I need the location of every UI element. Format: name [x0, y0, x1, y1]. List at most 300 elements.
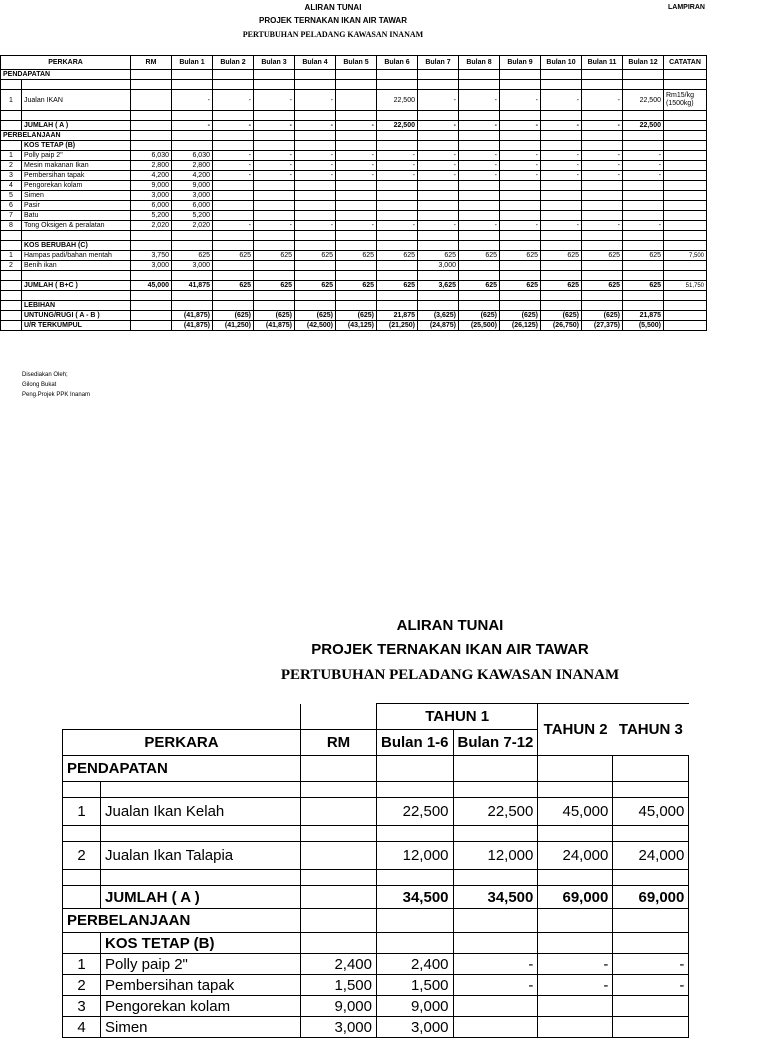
cell	[623, 131, 664, 141]
value-cell	[500, 191, 541, 201]
cell	[295, 241, 336, 251]
cell	[336, 231, 377, 241]
value-cell	[377, 191, 418, 201]
row-number: 1	[1, 151, 22, 161]
cell	[500, 241, 541, 251]
cell	[295, 111, 336, 121]
cell	[500, 301, 541, 311]
cell	[22, 111, 131, 121]
row-number: 1	[1, 90, 22, 111]
cell	[172, 141, 213, 151]
value-cell	[336, 201, 377, 211]
value-cell: -	[500, 221, 541, 231]
cell	[582, 111, 623, 121]
cell	[295, 70, 336, 80]
total-row	[1, 121, 707, 131]
cell	[541, 141, 582, 151]
note-cell: 51,750	[664, 281, 707, 291]
value-cell: -	[541, 161, 582, 171]
value-cell	[213, 211, 254, 221]
header-cell: Bulan 5	[336, 56, 377, 70]
value-cell: (24,875)	[418, 321, 459, 331]
cell	[582, 291, 623, 301]
value-cell	[582, 191, 623, 201]
header-bulan-7-12: Bulan 7-12	[453, 730, 538, 756]
cell	[377, 80, 418, 90]
cell	[172, 131, 213, 141]
cell	[213, 241, 254, 251]
table-row	[1, 181, 707, 191]
cell	[623, 271, 664, 281]
cell	[336, 80, 377, 90]
value-cell	[541, 261, 582, 271]
header-tahun-2: TAHUN 2	[538, 704, 613, 756]
cell	[500, 231, 541, 241]
cell	[459, 131, 500, 141]
value-cell	[131, 90, 172, 111]
cell	[664, 111, 707, 121]
value-cell: 5,200	[172, 211, 213, 221]
cell	[664, 161, 707, 171]
header-cell: CATATAN	[664, 56, 707, 70]
value-cell	[418, 211, 459, 221]
value-cell: (41,875)	[172, 321, 213, 331]
value-cell: 6,030	[131, 151, 172, 161]
cell	[582, 301, 623, 311]
cell	[131, 80, 172, 90]
cell	[664, 321, 707, 331]
value-cell: 3,750	[131, 251, 172, 261]
blank-row	[1, 271, 707, 281]
header-cell: Bulan 1	[172, 56, 213, 70]
cell	[582, 131, 623, 141]
cell	[254, 80, 295, 90]
value-cell: -	[418, 171, 459, 181]
cell	[336, 141, 377, 151]
row-number: 6	[1, 201, 22, 211]
cell	[459, 241, 500, 251]
row-label: Polly paip 2"	[22, 151, 131, 161]
header-bulan-1-6: Bulan 1-6	[377, 730, 454, 756]
value-cell	[377, 261, 418, 271]
cell	[664, 311, 707, 321]
cell	[336, 70, 377, 80]
cell	[541, 271, 582, 281]
value-cell	[336, 261, 377, 271]
row-label: Benih ikan	[22, 261, 131, 271]
cell	[131, 141, 172, 151]
cell	[336, 241, 377, 251]
value-cell	[254, 201, 295, 211]
cell	[377, 111, 418, 121]
value-cell: 3,000	[418, 261, 459, 271]
cell	[1, 301, 22, 311]
value-cell: 625	[336, 251, 377, 261]
header-cell: Bulan 8	[459, 56, 500, 70]
cell	[254, 291, 295, 301]
table-row	[1, 191, 707, 201]
value-cell: -	[418, 121, 459, 131]
value-cell	[623, 181, 664, 191]
value-cell: -	[541, 121, 582, 131]
cell	[418, 80, 459, 90]
cell	[582, 231, 623, 241]
value-cell: 625	[254, 251, 295, 261]
header-cell: Bulan 7	[418, 56, 459, 70]
cell	[582, 80, 623, 90]
value-cell: -	[459, 151, 500, 161]
cell	[541, 231, 582, 241]
value-cell	[213, 181, 254, 191]
section-pendapatan: PENDAPATAN	[63, 756, 301, 782]
cell	[172, 111, 213, 121]
value-cell: 2,800	[172, 161, 213, 171]
cell	[500, 291, 541, 301]
header-cell: Bulan 2	[213, 56, 254, 70]
preparer-name: Gilong Bukat	[22, 382, 57, 388]
value-cell: -	[582, 121, 623, 131]
cell	[1, 321, 22, 331]
cell	[295, 291, 336, 301]
value-cell	[459, 201, 500, 211]
cell	[459, 111, 500, 121]
cell	[664, 141, 707, 151]
cell	[541, 241, 582, 251]
value-cell: (27,375)	[582, 321, 623, 331]
table-row	[1, 171, 707, 181]
cell	[254, 231, 295, 241]
value-cell: -	[254, 90, 295, 111]
value-cell: 625	[172, 251, 213, 261]
section-perbelanjaan: PERBELANJAAN	[63, 909, 301, 933]
cell	[1, 111, 22, 121]
value-cell: -	[623, 171, 664, 181]
cell	[377, 291, 418, 301]
value-cell	[582, 261, 623, 271]
value-cell: -	[254, 151, 295, 161]
value-cell	[582, 201, 623, 211]
header-cell: Bulan 3	[254, 56, 295, 70]
section-row	[1, 301, 707, 311]
value-cell: 6,000	[131, 201, 172, 211]
row-label: Pengorekan kolam	[22, 181, 131, 191]
cell	[459, 291, 500, 301]
value-cell: -	[254, 161, 295, 171]
value-cell: -	[582, 151, 623, 161]
cell	[172, 231, 213, 241]
note-cell: Rm15/kg (1500kg)	[664, 90, 707, 111]
value-cell: 2,020	[131, 221, 172, 231]
cell	[664, 241, 707, 251]
section-kos-tetap: KOS TETAP (B)	[22, 141, 131, 151]
cell	[377, 70, 418, 80]
cell	[336, 301, 377, 311]
cell	[418, 131, 459, 141]
cell	[22, 291, 131, 301]
value-cell: (41,250)	[213, 321, 254, 331]
value-cell: -	[623, 161, 664, 171]
cell	[541, 291, 582, 301]
cell	[336, 291, 377, 301]
cell	[377, 231, 418, 241]
value-cell: -	[336, 161, 377, 171]
total-row	[1, 311, 707, 321]
value-cell: -	[582, 90, 623, 111]
value-cell	[541, 211, 582, 221]
value-cell	[500, 261, 541, 271]
value-cell: 5,200	[131, 211, 172, 221]
value-cell: 625	[295, 251, 336, 261]
value-cell: 2,020	[172, 221, 213, 231]
header-cell: Bulan 4	[295, 56, 336, 70]
header-cell: RM	[131, 56, 172, 70]
cell	[213, 111, 254, 121]
value-cell: 625	[336, 281, 377, 291]
cell	[295, 271, 336, 281]
row-label: JUMLAH ( B+C )	[22, 281, 131, 291]
value-cell	[213, 201, 254, 211]
cell	[664, 70, 707, 80]
cell	[377, 241, 418, 251]
value-cell: 625	[254, 281, 295, 291]
value-cell: -	[213, 161, 254, 171]
value-cell: (625)	[213, 311, 254, 321]
cell	[418, 241, 459, 251]
cell	[459, 231, 500, 241]
cell	[664, 80, 707, 90]
value-cell: -	[418, 161, 459, 171]
cell	[623, 141, 664, 151]
table-row	[1, 151, 707, 161]
value-cell: (625)	[459, 311, 500, 321]
value-cell	[459, 191, 500, 201]
cell	[664, 191, 707, 201]
row-label: Simen	[22, 191, 131, 201]
cell	[131, 231, 172, 241]
row-number: 7	[1, 211, 22, 221]
cell	[131, 301, 172, 311]
cell	[377, 301, 418, 311]
value-cell: -	[582, 221, 623, 231]
cell	[131, 70, 172, 80]
value-cell: -	[459, 90, 500, 111]
table-row: 2 Jualan Ikan Talapia 12,000 12,000 24,000 24,000	[63, 842, 689, 870]
value-cell: -	[500, 90, 541, 111]
value-cell: 625	[623, 281, 664, 291]
value-cell	[459, 211, 500, 221]
value-cell: (3,625)	[418, 311, 459, 321]
value-cell: -	[295, 90, 336, 111]
row-label: U/R TERKUMPUL	[22, 321, 131, 331]
value-cell: (625)	[336, 311, 377, 321]
value-cell: -	[377, 221, 418, 231]
header-cell: Bulan 12	[623, 56, 664, 70]
cell	[459, 271, 500, 281]
cell	[295, 301, 336, 311]
value-cell: -	[541, 90, 582, 111]
header-cell: Bulan 6	[377, 56, 418, 70]
value-cell: 625	[295, 281, 336, 291]
value-cell: 9,000	[131, 181, 172, 191]
value-cell	[418, 181, 459, 191]
value-cell: -	[500, 161, 541, 171]
cell	[623, 241, 664, 251]
value-cell: (42,500)	[295, 321, 336, 331]
value-cell: (25,500)	[459, 321, 500, 331]
value-cell	[541, 201, 582, 211]
cell	[418, 291, 459, 301]
value-cell: 625	[213, 251, 254, 261]
value-cell: -	[254, 221, 295, 231]
row-number: 4	[1, 181, 22, 191]
table-row	[1, 90, 707, 111]
value-cell	[336, 191, 377, 201]
table-row: 4 Simen 3,000 3,000	[63, 1017, 689, 1038]
cell	[664, 131, 707, 141]
page-title: ALIRAN TUNAI	[304, 3, 362, 12]
value-cell: 3,000	[131, 191, 172, 201]
value-cell	[500, 201, 541, 211]
value-cell: -	[336, 171, 377, 181]
cell	[1, 291, 22, 301]
value-cell	[254, 211, 295, 221]
value-cell	[377, 181, 418, 191]
cell	[541, 70, 582, 80]
value-cell: -	[213, 90, 254, 111]
value-cell	[295, 191, 336, 201]
cell	[664, 121, 707, 131]
value-cell: -	[623, 221, 664, 231]
cell	[172, 80, 213, 90]
value-cell: 3,000	[172, 191, 213, 201]
value-cell: 22,500	[623, 90, 664, 111]
value-cell: (21,250)	[377, 321, 418, 331]
header-cell: Bulan 10	[541, 56, 582, 70]
cell	[582, 241, 623, 251]
value-cell: 625	[213, 281, 254, 291]
cell	[213, 70, 254, 80]
header-row	[1, 56, 707, 70]
cell	[623, 80, 664, 90]
value-cell: -	[377, 171, 418, 181]
value-cell: -	[336, 151, 377, 161]
value-cell: 625	[459, 251, 500, 261]
cell	[664, 291, 707, 301]
value-cell: -	[541, 151, 582, 161]
cell	[22, 271, 131, 281]
value-cell: (26,125)	[500, 321, 541, 331]
value-cell: -	[172, 90, 213, 111]
cell	[172, 291, 213, 301]
value-cell	[541, 191, 582, 201]
cell	[500, 141, 541, 151]
value-cell: 6,000	[172, 201, 213, 211]
value-cell: 22,500	[377, 90, 418, 111]
value-cell	[254, 261, 295, 271]
note-cell	[664, 261, 707, 271]
value-cell: 3,000	[131, 261, 172, 271]
value-cell	[131, 321, 172, 331]
value-cell	[623, 191, 664, 201]
row-label: Pasir	[22, 201, 131, 211]
value-cell: 4,200	[172, 171, 213, 181]
value-cell: 45,000	[131, 281, 172, 291]
cell	[418, 141, 459, 151]
value-cell: -	[623, 151, 664, 161]
value-cell: -	[541, 221, 582, 231]
note-cell: 7,500	[664, 251, 707, 261]
value-cell	[541, 181, 582, 191]
cell	[131, 291, 172, 301]
cell	[336, 271, 377, 281]
value-cell: 625	[418, 251, 459, 261]
cell	[541, 131, 582, 141]
row-label: JUMLAH ( A )	[22, 121, 131, 131]
cell	[336, 111, 377, 121]
cell	[664, 171, 707, 181]
value-cell: -	[500, 171, 541, 181]
value-cell: (26,750)	[541, 321, 582, 331]
cell	[500, 70, 541, 80]
value-cell: 625	[500, 281, 541, 291]
total-row	[1, 321, 707, 331]
value-cell: -	[418, 221, 459, 231]
value-cell: -	[295, 161, 336, 171]
value-cell: 22,500	[623, 121, 664, 131]
cell	[1, 231, 22, 241]
row-label: Hampas padi/bahan mentah	[22, 251, 131, 261]
value-cell: 625	[541, 281, 582, 291]
value-cell: 625	[500, 251, 541, 261]
cell	[582, 141, 623, 151]
organization-title-2: PERTUBUHAN PELADANG KAWASAN INANAM	[280, 667, 620, 683]
project-title-2: PROJEK TERNAKAN IKAN AIR TAWAR	[311, 641, 589, 658]
table-row	[1, 221, 707, 231]
value-cell: 625	[582, 251, 623, 261]
value-cell	[254, 181, 295, 191]
value-cell	[418, 191, 459, 201]
value-cell: -	[459, 171, 500, 181]
cell	[213, 231, 254, 241]
table-row	[1, 161, 707, 171]
table-row: 1 Polly paip 2" 2,400 2,400 - - -	[63, 954, 689, 975]
value-cell: -	[582, 171, 623, 181]
header-cell: Bulan 11	[582, 56, 623, 70]
cell	[172, 70, 213, 80]
blank-row	[1, 80, 707, 90]
cell	[500, 131, 541, 141]
row-number: 2	[1, 261, 22, 271]
blank-row	[1, 231, 707, 241]
cell	[582, 70, 623, 80]
row-label: Tong Oksigen & peralatan	[22, 221, 131, 231]
cell	[213, 80, 254, 90]
value-cell: -	[377, 151, 418, 161]
value-cell: -	[172, 121, 213, 131]
value-cell: -	[254, 121, 295, 131]
cell	[213, 291, 254, 301]
value-cell: -	[500, 151, 541, 161]
cell	[213, 141, 254, 151]
value-cell: 3,625	[418, 281, 459, 291]
cell	[623, 301, 664, 311]
cell	[336, 131, 377, 141]
value-cell: -	[295, 151, 336, 161]
cell	[131, 111, 172, 121]
row-number: 3	[1, 171, 22, 181]
value-cell: -	[213, 121, 254, 131]
value-cell: -	[213, 171, 254, 181]
